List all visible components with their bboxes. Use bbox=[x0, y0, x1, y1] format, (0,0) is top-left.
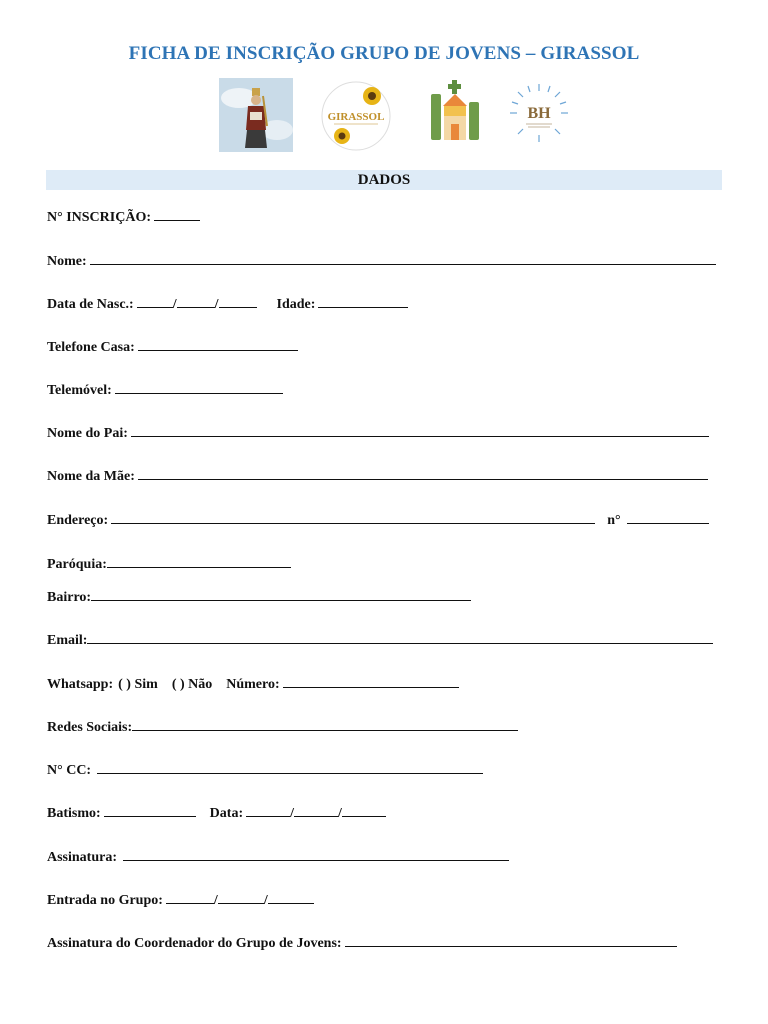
endereco-input[interactable] bbox=[111, 522, 595, 524]
telemovel-field bbox=[47, 383, 283, 399]
numero-sign-label: n° bbox=[607, 513, 621, 528]
date-separator: / bbox=[338, 806, 342, 821]
bairro-input[interactable] bbox=[91, 599, 471, 601]
whatsapp-nao-option[interactable]: ( ) Não bbox=[171, 677, 213, 692]
bairro-field bbox=[47, 590, 471, 606]
batismo-input[interactable] bbox=[104, 815, 196, 817]
entrada-day-input[interactable] bbox=[166, 902, 214, 904]
logo-row bbox=[0, 78, 768, 154]
entrada-grupo-field bbox=[47, 893, 314, 909]
nome-mae-input[interactable] bbox=[138, 478, 708, 480]
data-nasc-field bbox=[47, 297, 408, 313]
telemovel-input[interactable] bbox=[115, 392, 283, 394]
bairro-label: Bairro: bbox=[47, 590, 92, 605]
batismo-data-label: Data: bbox=[209, 806, 244, 821]
svg-text:BH: BH bbox=[527, 105, 551, 122]
redes-sociais-field bbox=[47, 720, 518, 736]
nome-field bbox=[47, 254, 716, 270]
nome-mae-label: Nome da Mãe: bbox=[47, 469, 135, 484]
svg-text:GIRASSOL: GIRASSOL bbox=[327, 111, 385, 123]
whatsapp-numero-input[interactable] bbox=[283, 686, 459, 688]
entrada-year-input[interactable] bbox=[268, 902, 314, 904]
endereco-field bbox=[47, 513, 709, 529]
saint-statue-logo bbox=[219, 78, 293, 157]
batismo-day-input[interactable] bbox=[246, 815, 290, 817]
inscricao-input[interactable] bbox=[154, 219, 200, 221]
paroquia-field bbox=[47, 557, 291, 573]
nome-input[interactable] bbox=[90, 263, 716, 265]
assinatura-coordenador-input[interactable] bbox=[345, 945, 677, 947]
data-nasc-label: Data de Nasc.: bbox=[47, 297, 134, 312]
email-label: Email: bbox=[47, 633, 88, 648]
inscricao-label: N° INSCRIÇÃO: bbox=[47, 210, 151, 225]
email-field bbox=[47, 633, 713, 649]
data-nasc-year-input[interactable] bbox=[219, 306, 257, 308]
assinatura-label: Assinatura: bbox=[47, 850, 118, 865]
date-separator: / bbox=[172, 297, 177, 312]
bh-sunburst-logo bbox=[508, 82, 570, 149]
date-separator: / bbox=[290, 806, 294, 821]
entrada-month-input[interactable] bbox=[218, 902, 264, 904]
nome-pai-label: Nome do Pai: bbox=[47, 426, 128, 441]
section-header-dados: DADOS bbox=[46, 170, 722, 190]
telemovel-label: Telemóvel: bbox=[47, 383, 112, 398]
whatsapp-sim-option[interactable]: ( ) Sim bbox=[118, 677, 158, 692]
email-input[interactable] bbox=[87, 642, 713, 644]
redes-sociais-input[interactable] bbox=[132, 729, 518, 731]
numero-label: Número: bbox=[226, 677, 280, 692]
batismo-month-input[interactable] bbox=[294, 815, 338, 817]
endereco-label: Endereço: bbox=[47, 513, 109, 528]
batismo-year-input[interactable] bbox=[342, 815, 386, 817]
assinatura-field bbox=[47, 850, 509, 866]
idade-label: Idade: bbox=[276, 297, 316, 312]
cc-input[interactable] bbox=[97, 772, 483, 774]
cc-field bbox=[47, 763, 483, 779]
nome-mae-field bbox=[47, 469, 708, 485]
nome-pai-field bbox=[47, 426, 709, 442]
date-separator: / bbox=[213, 893, 218, 908]
nome-pai-input[interactable] bbox=[131, 435, 709, 437]
nome-label: Nome: bbox=[47, 254, 87, 269]
paroquia-label: Paróquia: bbox=[47, 557, 107, 572]
inscricao-field bbox=[47, 210, 200, 226]
endereco-numero-input[interactable] bbox=[627, 522, 709, 524]
whatsapp-label: Whatsapp: bbox=[47, 677, 114, 692]
assinatura-input[interactable] bbox=[123, 859, 509, 861]
batismo-field bbox=[47, 806, 386, 822]
paroquia-input[interactable] bbox=[107, 566, 291, 568]
assinatura-coordenador-field bbox=[47, 936, 677, 952]
telefone-field bbox=[47, 340, 298, 356]
data-nasc-day-input[interactable] bbox=[137, 306, 173, 308]
entrada-grupo-label: Entrada no Grupo: bbox=[47, 893, 163, 908]
batismo-label: Batismo: bbox=[47, 806, 101, 821]
idade-input[interactable] bbox=[318, 306, 408, 308]
telefone-label: Telefone Casa: bbox=[47, 340, 135, 355]
data-nasc-month-input[interactable] bbox=[177, 306, 215, 308]
redes-sociais-label: Redes Sociais: bbox=[47, 720, 133, 735]
date-separator: / bbox=[214, 297, 219, 312]
cc-label: N° CC: bbox=[47, 763, 92, 778]
form-title: FICHA DE INSCRIÇÃO GRUPO DE JOVENS – GIRASSOL bbox=[128, 43, 640, 64]
telefone-input[interactable] bbox=[138, 349, 298, 351]
church-logo bbox=[428, 80, 482, 147]
assinatura-coordenador-label: Assinatura do Coordenador do Grupo de Jovens: bbox=[47, 936, 342, 951]
date-separator: / bbox=[263, 893, 268, 908]
whatsapp-field bbox=[47, 677, 459, 693]
girassol-logo bbox=[320, 80, 392, 157]
